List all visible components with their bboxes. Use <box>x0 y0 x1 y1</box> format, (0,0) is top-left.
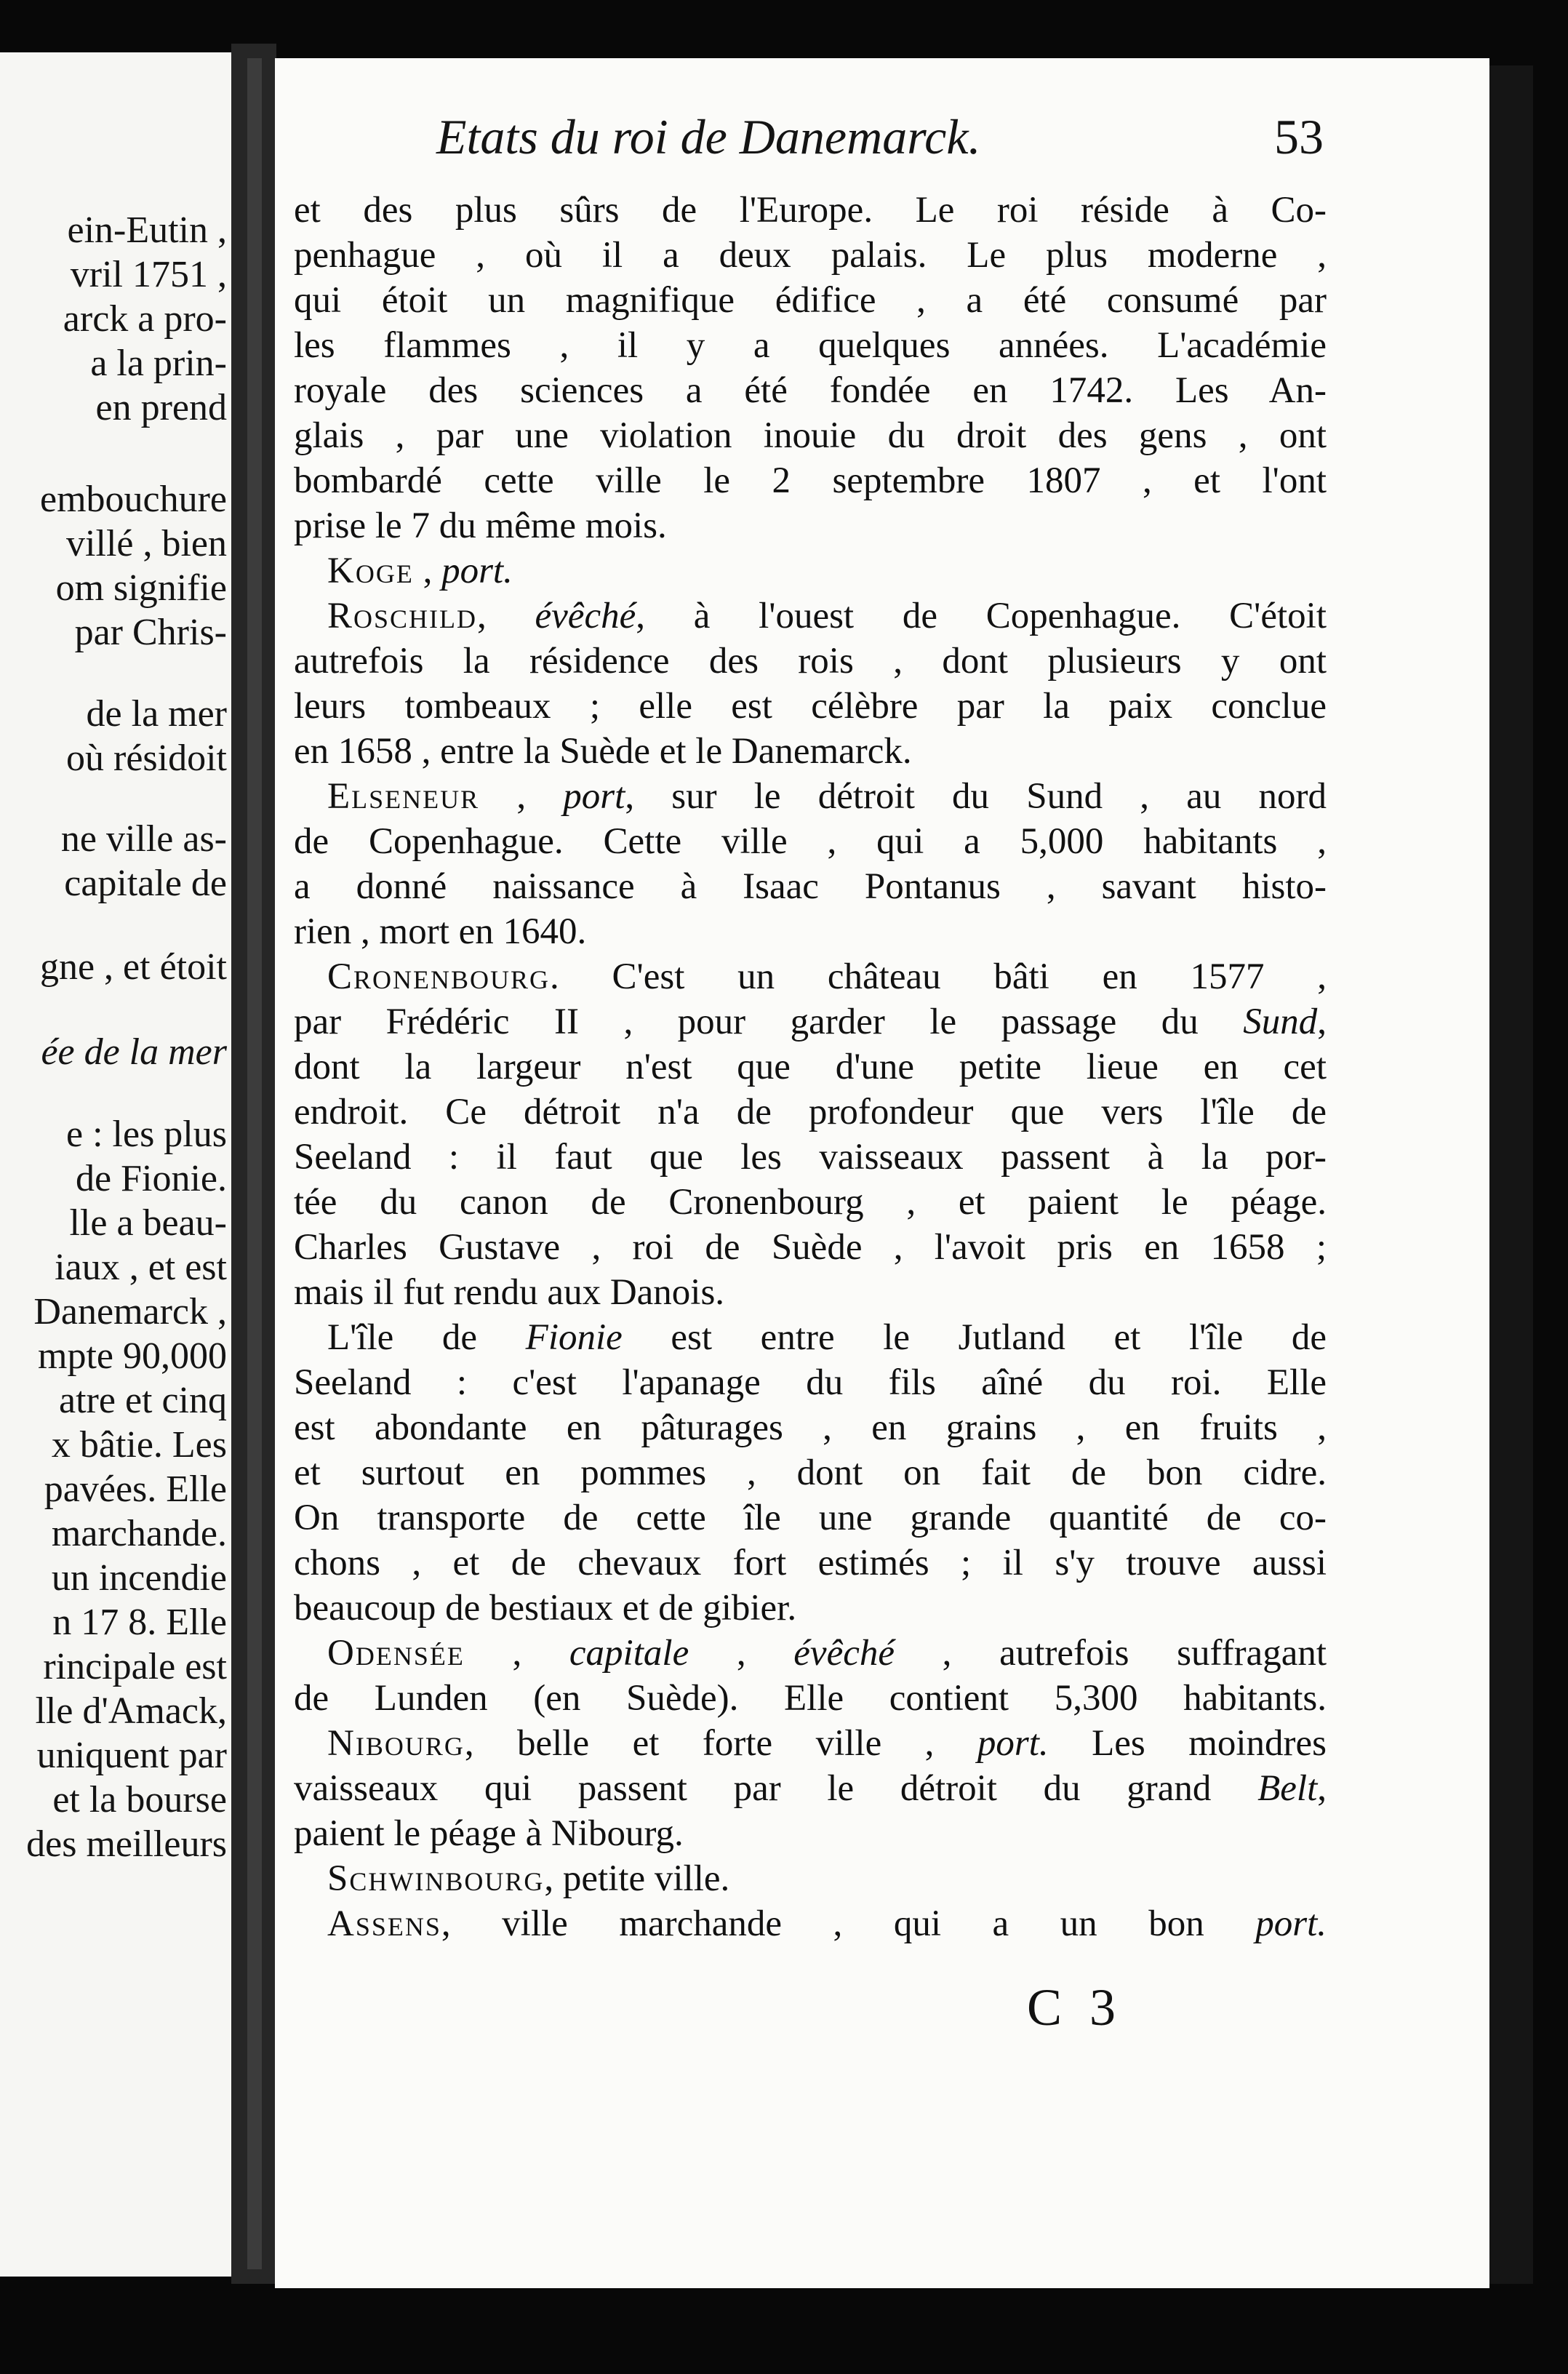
odensee-eveche: évêché <box>793 1633 895 1674</box>
body-line: qui étoit un magnifique édifice , a été consumé par <box>294 280 1327 321</box>
odensee-capitale: capitale <box>569 1633 689 1674</box>
left-page-line: des meilleurs <box>26 1823 227 1865</box>
nibourg-text: , belle et forte ville , <box>464 1723 935 1764</box>
body-line: rien , mort en 1640. <box>294 911 587 952</box>
line-text: est entre le Jutland et l'île de <box>671 1317 1327 1358</box>
body-line: paient le péage à Nibourg. <box>294 1813 684 1854</box>
body-line: tée du canon de Cronenbourg , et paient le péage. <box>294 1182 1327 1223</box>
left-page-line: atre et cinq <box>59 1380 227 1421</box>
line-text: par Frédéric II , pour garder le passage du <box>294 1002 1199 1042</box>
left-page-line: a la prin- <box>90 343 227 384</box>
left-page-line: marchande. <box>51 1513 227 1554</box>
left-page-line: lle a beau- <box>69 1202 227 1244</box>
left-page-line: pavées. Elle <box>44 1468 227 1510</box>
place-name-koge: Koge <box>327 551 414 591</box>
left-page-line: embouchure <box>39 479 227 520</box>
koge-port: port. <box>441 551 513 591</box>
running-head-title: Etats du roi de Danemarck. <box>436 109 981 164</box>
left-page-line: par Chris- <box>74 612 227 653</box>
place-name-cronenbourg: Cronenbourg <box>327 956 551 997</box>
left-page-line: uniquent par <box>36 1735 227 1776</box>
place-name-schwinbourg: Schwinbourg <box>327 1858 545 1899</box>
body-line: Seeland : c'est l'apanage du fils aîné du roi. Elle <box>294 1362 1327 1403</box>
left-page-line: en prend <box>95 387 227 428</box>
body-line: leurs tombeaux ; elle est célèbre par la paix conclue <box>294 686 1327 727</box>
body-line: prise le 7 du même mois. <box>294 505 667 546</box>
left-page-line: arck a pro- <box>63 298 227 340</box>
body-line: glais , par une violation inouie du droit des gens , ont <box>294 415 1327 456</box>
entry-koge: Koge , port. <box>327 551 513 591</box>
place-sund: Sund <box>1243 1002 1318 1042</box>
assens-text: , ville marchande , qui a un bon <box>441 1903 1204 1944</box>
line-text: vaisseaux qui passent par le détroit du grand <box>294 1768 1212 1809</box>
body-line: de Copenhague. Cette ville , qui a 5,000 habitants , <box>294 821 1327 862</box>
left-page-line: lle d'Amack, <box>35 1690 227 1732</box>
schwinbourg-text: , petite ville. <box>544 1858 730 1899</box>
body-line: est abondante en pâturages , en grains , en fruits , <box>294 1407 1327 1448</box>
left-page-line: iaux , et est <box>55 1247 227 1288</box>
body-line: en 1658 , entre la Suède et le Danemarck. <box>294 731 912 772</box>
body-line: dont la largeur n'est que d'une petite lieue en cet <box>294 1047 1327 1087</box>
place-name-roschild: Roschild <box>327 596 478 636</box>
place-name-nibourg: Nibourg <box>327 1723 465 1764</box>
body-line: et des plus sûrs de l'Europe. Le roi réside à Co- <box>294 190 1327 231</box>
left-page-line: n 17 8. Elle <box>52 1602 227 1643</box>
left-page-line: et la bourse <box>52 1779 227 1821</box>
left-page-line: de Fionie. <box>76 1158 227 1199</box>
body-line <box>327 1315 1327 1360</box>
body-line: et surtout en pommes , dont on fait de bon cidre. <box>294 1452 1327 1493</box>
left-page-line: e : les plus <box>66 1114 227 1155</box>
left-page-line: vril 1751 , <box>70 254 227 295</box>
body-line: bombardé cette ville le 2 septembre 1807 , et l'ont <box>294 460 1327 501</box>
left-page-line: om signifie <box>55 567 227 609</box>
nibourg-text-end: Les moindres <box>1092 1723 1327 1764</box>
left-page-line: où résidoit <box>66 738 227 779</box>
body-line: de Lunden (en Suède). Elle contient 5,300 habitants. <box>294 1678 1327 1719</box>
roschild-eveche: évêché <box>535 596 636 636</box>
line-text: , <box>1317 1768 1327 1809</box>
left-page-line: gne , et étoit <box>39 946 227 988</box>
signature-mark: C 3 <box>1027 1978 1124 2037</box>
body-line: autrefois la résidence des rois , dont plusieurs y ont <box>294 641 1327 682</box>
body-line: Charles Gustave , roi de Suède , l'avoit pris en 1658 ; <box>294 1227 1327 1268</box>
place-fionie: Fionie <box>525 1317 623 1358</box>
body-line: On transporte de cette île une grande quantité de co- <box>294 1498 1327 1538</box>
left-page-line: un incendie <box>51 1557 227 1599</box>
place-name-assens: Assens <box>327 1903 441 1944</box>
left-page-line: mpte 90,000 <box>38 1335 227 1377</box>
left-page-line: de la mer <box>86 693 227 735</box>
gutter-shadow <box>247 58 262 2269</box>
body-line: royale des sciences a été fondée en 1742. Les An- <box>294 370 1327 411</box>
entry-schwinbourg <box>327 1856 1327 1901</box>
body-line: beaucoup de bestiaux et de gibier. <box>294 1588 797 1628</box>
line-text: L'île de <box>327 1317 478 1358</box>
body-line: chons , et de chevaux fort estimés ; il s'y trouve aussi <box>294 1543 1327 1583</box>
entry-elseneur: Elseneur , port, sur le détroit du Sund , au nord <box>327 776 1327 817</box>
assens-port: port. <box>1255 1903 1327 1944</box>
place-name-elseneur: Elseneur <box>327 776 480 817</box>
roschild-text: , à l'ouest de Copenhague. C'étoit <box>636 596 1327 636</box>
left-page-line: ne ville as- <box>60 818 227 860</box>
body-line <box>294 1766 1327 1811</box>
line-text: , <box>1317 1002 1327 1042</box>
body-line <box>294 999 1327 1044</box>
left-page-line: rincipale est <box>43 1646 227 1687</box>
left-page-line: villé , bien <box>66 523 227 564</box>
body-line: mais il fut rendu aux Danois. <box>294 1272 725 1313</box>
cronenbourg-text: . C'est un château bâti en 1577 , <box>550 956 1327 997</box>
previous-page-fragment <box>0 52 231 2277</box>
body-line: Seeland : il faut que les vaisseaux passent à la por- <box>294 1137 1327 1178</box>
left-page-line: x bâtie. Les <box>51 1424 227 1466</box>
body-line: a donné naissance à Isaac Pontanus , savant histo- <box>294 866 1327 907</box>
elseneur-text: , sur le détroit du Sund , au nord <box>625 776 1327 817</box>
place-name-odensee: Odensée <box>327 1633 465 1674</box>
body-line: les flammes , il y a quelques années. L'académie <box>294 325 1327 366</box>
entry-roschild: Roschild, évêché, à l'ouest de Copenhague. C'étoit <box>327 596 1327 636</box>
body-line: endroit. Ce détroit n'a de profondeur que vers l'île de <box>294 1092 1327 1132</box>
body-line: penhague , où il a deux palais. Le plus moderne , <box>294 235 1327 276</box>
place-belt: Belt <box>1257 1768 1318 1809</box>
entry-odensee: Odensée , capitale , évêché , autrefois suffragant <box>327 1633 1327 1674</box>
nibourg-port: port. <box>977 1723 1049 1764</box>
page-number: 53 <box>1274 109 1324 164</box>
left-page-line: ée de la mer <box>41 1031 227 1073</box>
entry-cronenbourg <box>327 954 1327 999</box>
odensee-text: , autrefois suffragant <box>942 1633 1327 1674</box>
left-page-line: Danemarck , <box>33 1291 227 1332</box>
entry-assens <box>327 1901 1327 1946</box>
left-page-line: ein-Eutin , <box>67 209 227 251</box>
left-page-line: capitale de <box>64 863 227 904</box>
entry-nibourg <box>327 1721 1327 1766</box>
elseneur-port: port <box>563 776 625 817</box>
page-edge-shadow <box>1489 65 1533 2284</box>
